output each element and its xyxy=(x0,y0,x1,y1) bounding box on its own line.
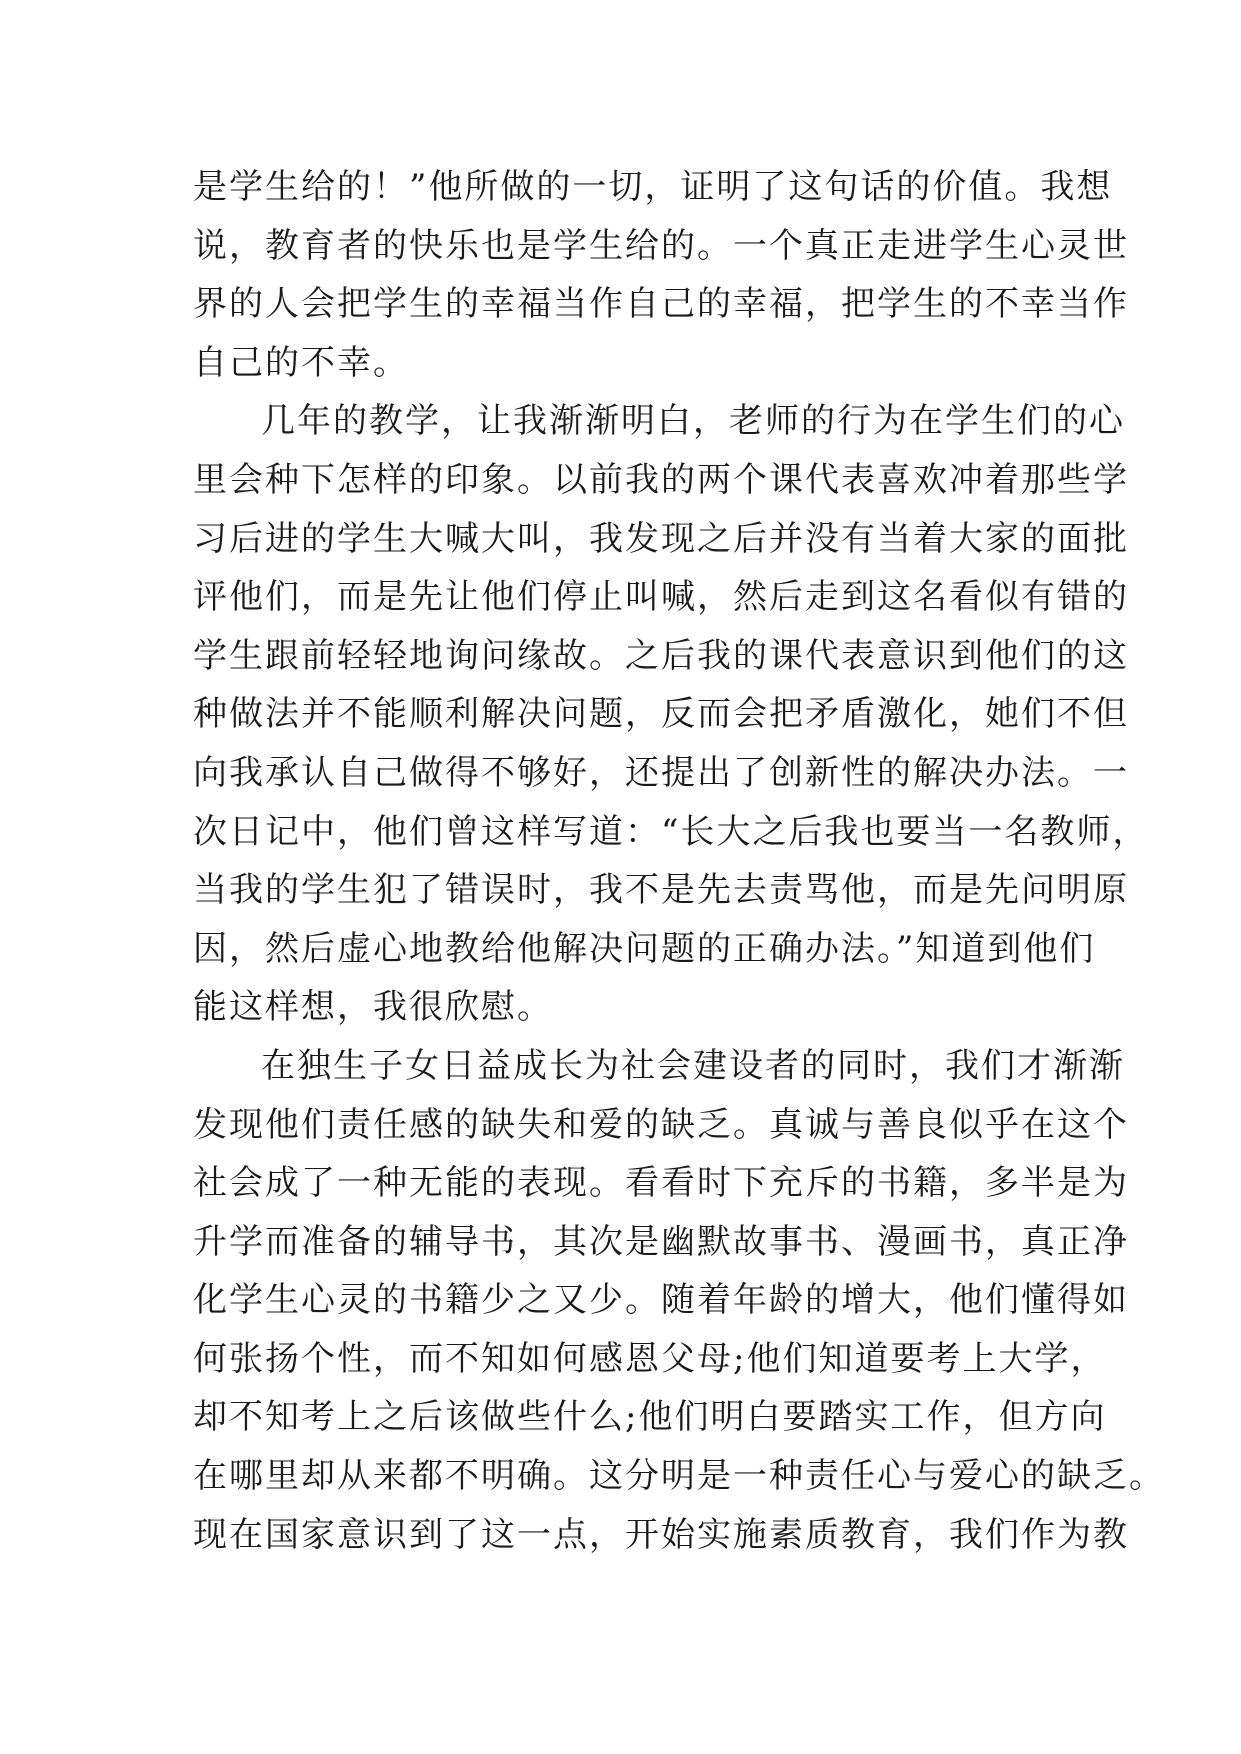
text-line: 社会成了一种无能的表现。看看时下充斥的书籍，多半是为 xyxy=(193,1163,1129,1204)
text-line: 升学而准备的辅导书，其次是幽默故事书、漫画书，真正净 xyxy=(193,1221,1129,1262)
text-line: 向我承认自己做得不够好，还提出了创新性的解决办法。一 xyxy=(193,752,1129,793)
text-line: 何张扬个性，而不知如何感恩父母;他们知道要考上大学， xyxy=(193,1338,1107,1379)
body-text xyxy=(193,158,1165,1564)
text-line: 种做法并不能顺利解决问题，反而会把矛盾激化，她们不但 xyxy=(193,694,1129,735)
text-line: 化学生心灵的书籍少之又少。随着年龄的增大，他们懂得如 xyxy=(193,1280,1129,1321)
text-line: 自己的不幸。 xyxy=(193,342,409,383)
text-line: 却不知考上之后该做些什么;他们明白要踏实工作，但方向 xyxy=(193,1397,1107,1438)
text-line: 次日记中，他们曾这样写道：“长大之后我也要当一名教师， xyxy=(193,811,1149,852)
text-line: 在哪里却从来都不明确。这分明是一种责任心与爱心的缺乏。 xyxy=(193,1456,1165,1497)
text-line: 在独生子女日益成长为社会建设者的同时，我们才渐渐 xyxy=(261,1045,1125,1086)
text-line: 评他们，而是先让他们停止叫喊，然后走到这名看似有错的 xyxy=(193,577,1129,618)
text-line: 发现他们责任感的缺失和爱的缺乏。真诚与善良似乎在这个 xyxy=(193,1104,1129,1145)
text-line: 说，教育者的快乐也是学生给的。一个真正走进学生心灵世 xyxy=(193,225,1129,266)
text-line: 现在国家意识到了这一点，开始实施素质教育，我们作为教 xyxy=(193,1514,1129,1555)
text-line: 当我的学生犯了错误时，我不是先去责骂他，而是先问明原 xyxy=(193,870,1129,911)
text-line: 学生跟前轻轻地询问缘故。之后我的课代表意识到他们的这 xyxy=(193,635,1129,676)
text-line: 因，然后虚心地教给他解决问题的正确办法。”知道到他们 xyxy=(193,928,1096,969)
text-line: 界的人会把学生的幸福当作自己的幸福，把学生的不幸当作 xyxy=(193,284,1129,325)
text-line: 几年的教学，让我渐渐明白，老师的行为在学生们的心 xyxy=(261,401,1125,442)
text-line: 习后进的学生大喊大叫，我发现之后并没有当着大家的面批 xyxy=(193,518,1129,559)
text-line: 能这样想，我很欣慰。 xyxy=(193,987,553,1028)
text-line: 是学生给的！”他所做的一切，证明了这句话的价值。我想 xyxy=(193,167,1113,207)
text-line: 里会种下怎样的印象。以前我的两个课代表喜欢冲着那些学 xyxy=(193,459,1129,500)
